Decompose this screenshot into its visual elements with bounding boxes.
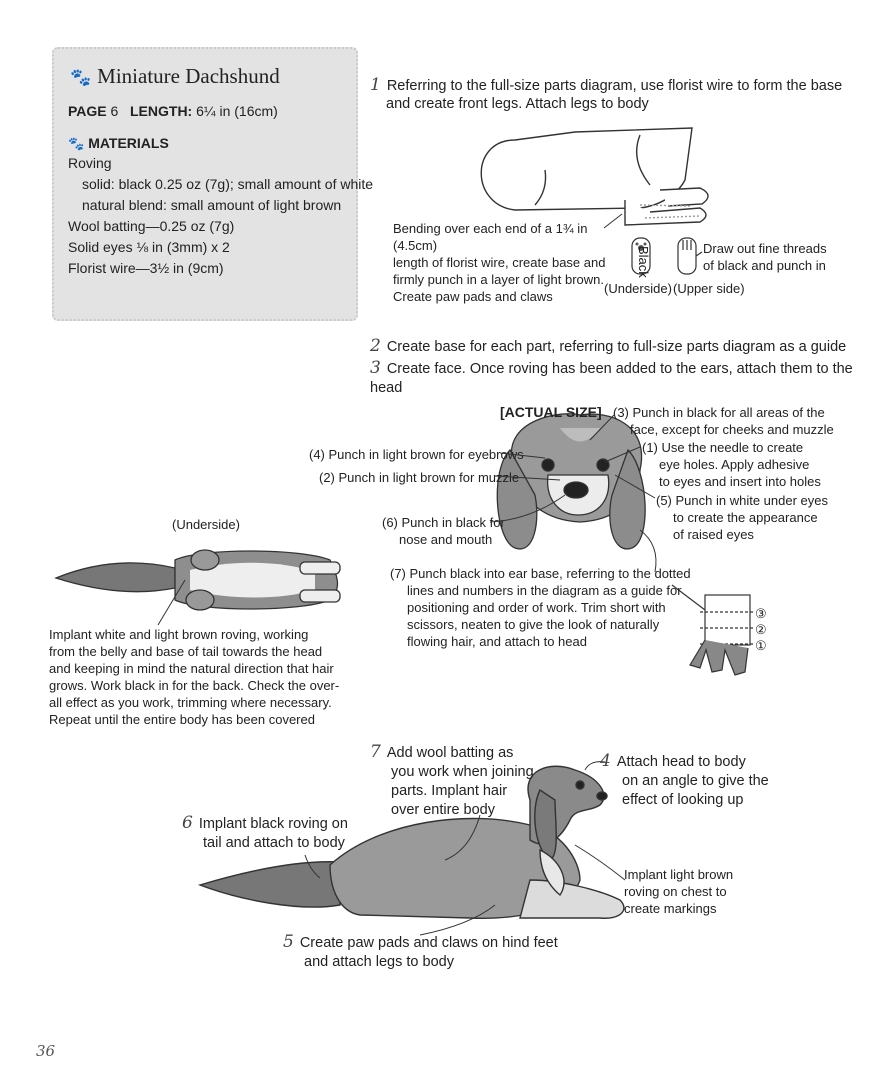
material-line: Solid eyes ⅛ in (3mm) x 2 — [68, 239, 230, 255]
step-6: 6 Implant black roving on tail and attach to body — [182, 813, 348, 851]
paw-icon: 🐾 — [68, 136, 85, 151]
underside-label: (Underside) — [172, 517, 240, 532]
actual-size-label: [ACTUAL SIZE] — [500, 404, 602, 420]
face-note-7: (7) Punch black into ear base, referring to the dotted lines and numbers in the diagram as a guide for positioning and order of work. Trim short with scissors, neaten to give the look of naturally flowing hair, and attach to head — [390, 566, 691, 649]
underside-paw-label: (Underside) — [604, 281, 672, 296]
step-1-line-2: and create front legs. Attach legs to body — [386, 96, 649, 112]
black-label: Black — [636, 246, 651, 278]
step-4: 4 Attach head to body on an angle to give the effect of looking up — [600, 751, 769, 808]
step-7: 7 Add wool batting as you work when joining parts. Implant hair over entire body — [370, 742, 534, 818]
step-1: 1 Referring to the full-size parts diagram, use florist wire to form the base — [370, 75, 843, 95]
draw-out-note: Draw out fine threads of black and punch in — [703, 241, 827, 273]
body-base-illustration — [481, 128, 708, 225]
face-note-3: (3) Punch in black for all areas of the face, except for cheeks and muzzle — [613, 405, 834, 437]
paw-icon: 🐾 — [70, 68, 92, 87]
chest-note: Implant light brown roving on chest to create markings — [624, 867, 734, 916]
material-line: Wool batting—0.25 oz (7g) — [68, 218, 235, 234]
face-note-2: (2) Punch in light brown for muzzle — [319, 470, 520, 485]
material-line: Roving — [68, 155, 112, 171]
material-line: natural blend: small amount of light brown — [82, 197, 342, 213]
face-note-4: (4) Punch in light brown for eyebrows — [309, 447, 524, 462]
ear-order-numbers: ③ ② ① — [755, 606, 767, 653]
material-line: Florist wire—3½ in (9cm) — [68, 260, 224, 276]
page-length-line: PAGE 6 LENGTH: 6¼ in (16cm) — [68, 103, 278, 119]
underside-body-illustration — [56, 550, 340, 610]
underside-text: Implant white and light brown roving, working from the belly and base of tail towards the head and keeping in mind the natural direction that hair grows. Work black in for the back. Check the over- all effect as you work, trimming where necessary. Repeat until the entire body has been covered — [49, 627, 340, 727]
face-note-1: (1) Use the needle to create eye holes. Apply adhesive to eyes and insert into holes — [642, 440, 821, 489]
step-5: 5 Create paw pads and claws on hind feet and attach legs to body — [283, 932, 558, 970]
bending-note: Bending over each end of a 1¾ in (4.5cm) length of florist wire, create base and firmly punch in a layer of light brown. Create paw pads and claws — [393, 221, 606, 304]
face-note-5: (5) Punch in white under eyes to create the appearance of raised eyes — [656, 493, 828, 542]
step-2: 2 Create base for each part, referring to full-size parts diagram as a guide — [370, 336, 847, 356]
face-note-6: (6) Punch in black for nose and mouth — [382, 515, 505, 547]
step-3: 3 Create face. Once roving has been added to the ears, attach them to the head — [370, 358, 853, 396]
page-number: 36 — [36, 1042, 56, 1060]
project-title: 🐾 Miniature Dachshund — [70, 64, 280, 88]
material-line: solid: black 0.25 oz (7g); small amount of white — [82, 176, 374, 192]
upper-side-label: (Upper side) — [673, 281, 745, 296]
materials-heading: 🐾 MATERIALS — [68, 135, 169, 151]
